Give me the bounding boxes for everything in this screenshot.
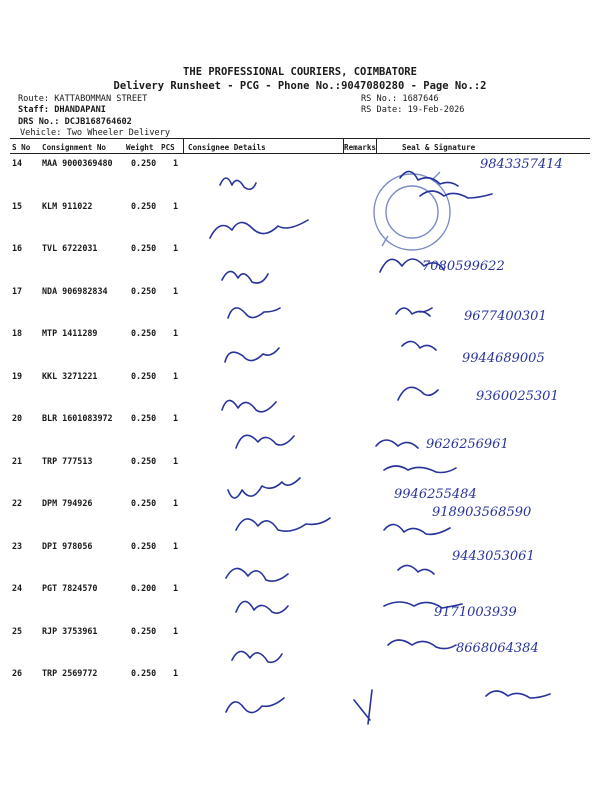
row-sno: 17 (12, 286, 23, 296)
handwritten-phone-number: 918903568590 (432, 505, 532, 520)
col-sno: S No (12, 143, 31, 152)
row-pcs: 1 (173, 498, 179, 508)
runsheet-subtitle: Delivery Runsheet - PCG - Phone No.:9047080280 - Page No.:2 (113, 80, 487, 92)
col-consignment: Consignment No (42, 143, 107, 152)
row-consignment-no: MAA 9000369480 (42, 158, 113, 168)
row-sno: 25 (12, 626, 23, 636)
row-weight: 0.250 (131, 158, 157, 168)
vehicle-info: Vehicle: Two Wheeler Delivery (20, 128, 171, 138)
handwritten-phone-number: 9171003939 (434, 605, 517, 620)
row-pcs: 1 (173, 158, 179, 168)
row-consignment-no: KKL 3271221 (42, 371, 98, 381)
row-pcs: 1 (173, 668, 179, 678)
rs-date: RS Date: 19-Feb-2026 (361, 105, 465, 115)
staff-name: DHANDAPANI (54, 105, 106, 115)
row-pcs: 1 (173, 201, 179, 211)
row-weight: 0.250 (131, 328, 157, 338)
row-sno: 18 (12, 328, 23, 338)
row-sno: 21 (12, 456, 23, 466)
handwritten-phone-number: 9944689005 (462, 351, 545, 366)
row-sno: 22 (12, 498, 23, 508)
row-sno: 26 (12, 668, 23, 678)
staff-label: Staff: (18, 105, 50, 115)
row-pcs: 1 (173, 626, 179, 636)
row-consignment-no: NDA 906982834 (42, 286, 108, 296)
handwritten-phone-number: 8668064384 (456, 641, 539, 656)
row-consignment-no: BLR 1601083972 (42, 413, 113, 423)
handwritten-phone-number: 9626256961 (426, 437, 509, 452)
rs-number: RS No.: 1687646 (361, 94, 439, 104)
row-consignment-no: TVL 6722031 (42, 243, 98, 253)
route-info: Route: KATTABOMMAN STREET (18, 94, 148, 104)
row-sno: 24 (12, 583, 23, 593)
row-weight: 0.250 (131, 456, 157, 466)
row-sno: 16 (12, 243, 23, 253)
row-pcs: 1 (173, 413, 179, 423)
row-consignment-no: RJP 3753961 (42, 626, 98, 636)
row-consignment-no: KLM 911022 (42, 201, 93, 211)
row-consignment-no: TRP 777513 (42, 456, 93, 466)
company-title: THE PROFESSIONAL COURIERS, COIMBATORE (183, 66, 417, 78)
row-sno: 19 (12, 371, 23, 381)
row-pcs: 1 (173, 583, 179, 593)
row-weight: 0.250 (131, 371, 157, 381)
handwritten-phone-number: 9843357414 (480, 157, 563, 172)
col-pcs: PCS (161, 143, 175, 152)
row-pcs: 1 (173, 541, 179, 551)
handwritten-phone-number: 7080599622 (422, 259, 505, 274)
row-sno: 23 (12, 541, 23, 551)
handwritten-phone-number: 9360025301 (476, 389, 559, 404)
row-weight: 0.200 (131, 583, 157, 593)
row-consignment-no: TRP 2569772 (42, 668, 98, 678)
row-sno: 15 (12, 201, 23, 211)
row-weight: 0.250 (131, 243, 157, 253)
row-consignment-no: MTP 1411289 (42, 328, 98, 338)
row-weight: 0.250 (131, 413, 157, 423)
row-weight: 0.250 (131, 626, 157, 636)
row-weight: 0.250 (131, 201, 157, 211)
row-sno: 20 (12, 413, 23, 423)
col-weight: Weight (126, 143, 154, 152)
handwritten-phone-number: 9443053061 (452, 549, 535, 564)
row-weight: 0.250 (131, 541, 157, 551)
drs-number: DCJB168764602 (64, 117, 132, 127)
row-sno: 14 (12, 158, 23, 168)
row-consignment-no: DPI 978056 (42, 541, 93, 551)
row-pcs: 1 (173, 286, 179, 296)
handwritten-phone-number: 9946255484 (394, 487, 477, 502)
row-pcs: 1 (173, 328, 179, 338)
drs-label: DRS No.: (18, 117, 60, 127)
col-consignee: Consignee Details (188, 143, 266, 152)
handwritten-phone-number: 9677400301 (464, 309, 547, 324)
row-consignment-no: DPM 794926 (42, 498, 93, 508)
row-pcs: 1 (173, 243, 179, 253)
handwritten-phone-numbers (394, 157, 563, 656)
row-consignment-no: PGT 7824570 (42, 583, 98, 593)
col-seal-signature: Seal & Signature (402, 143, 476, 152)
row-pcs: 1 (173, 456, 179, 466)
col-remarks: Remarks (344, 143, 377, 152)
row-weight: 0.250 (131, 498, 157, 508)
row-weight: 0.250 (131, 668, 157, 678)
row-pcs: 1 (173, 371, 179, 381)
row-weight: 0.250 (131, 286, 157, 296)
